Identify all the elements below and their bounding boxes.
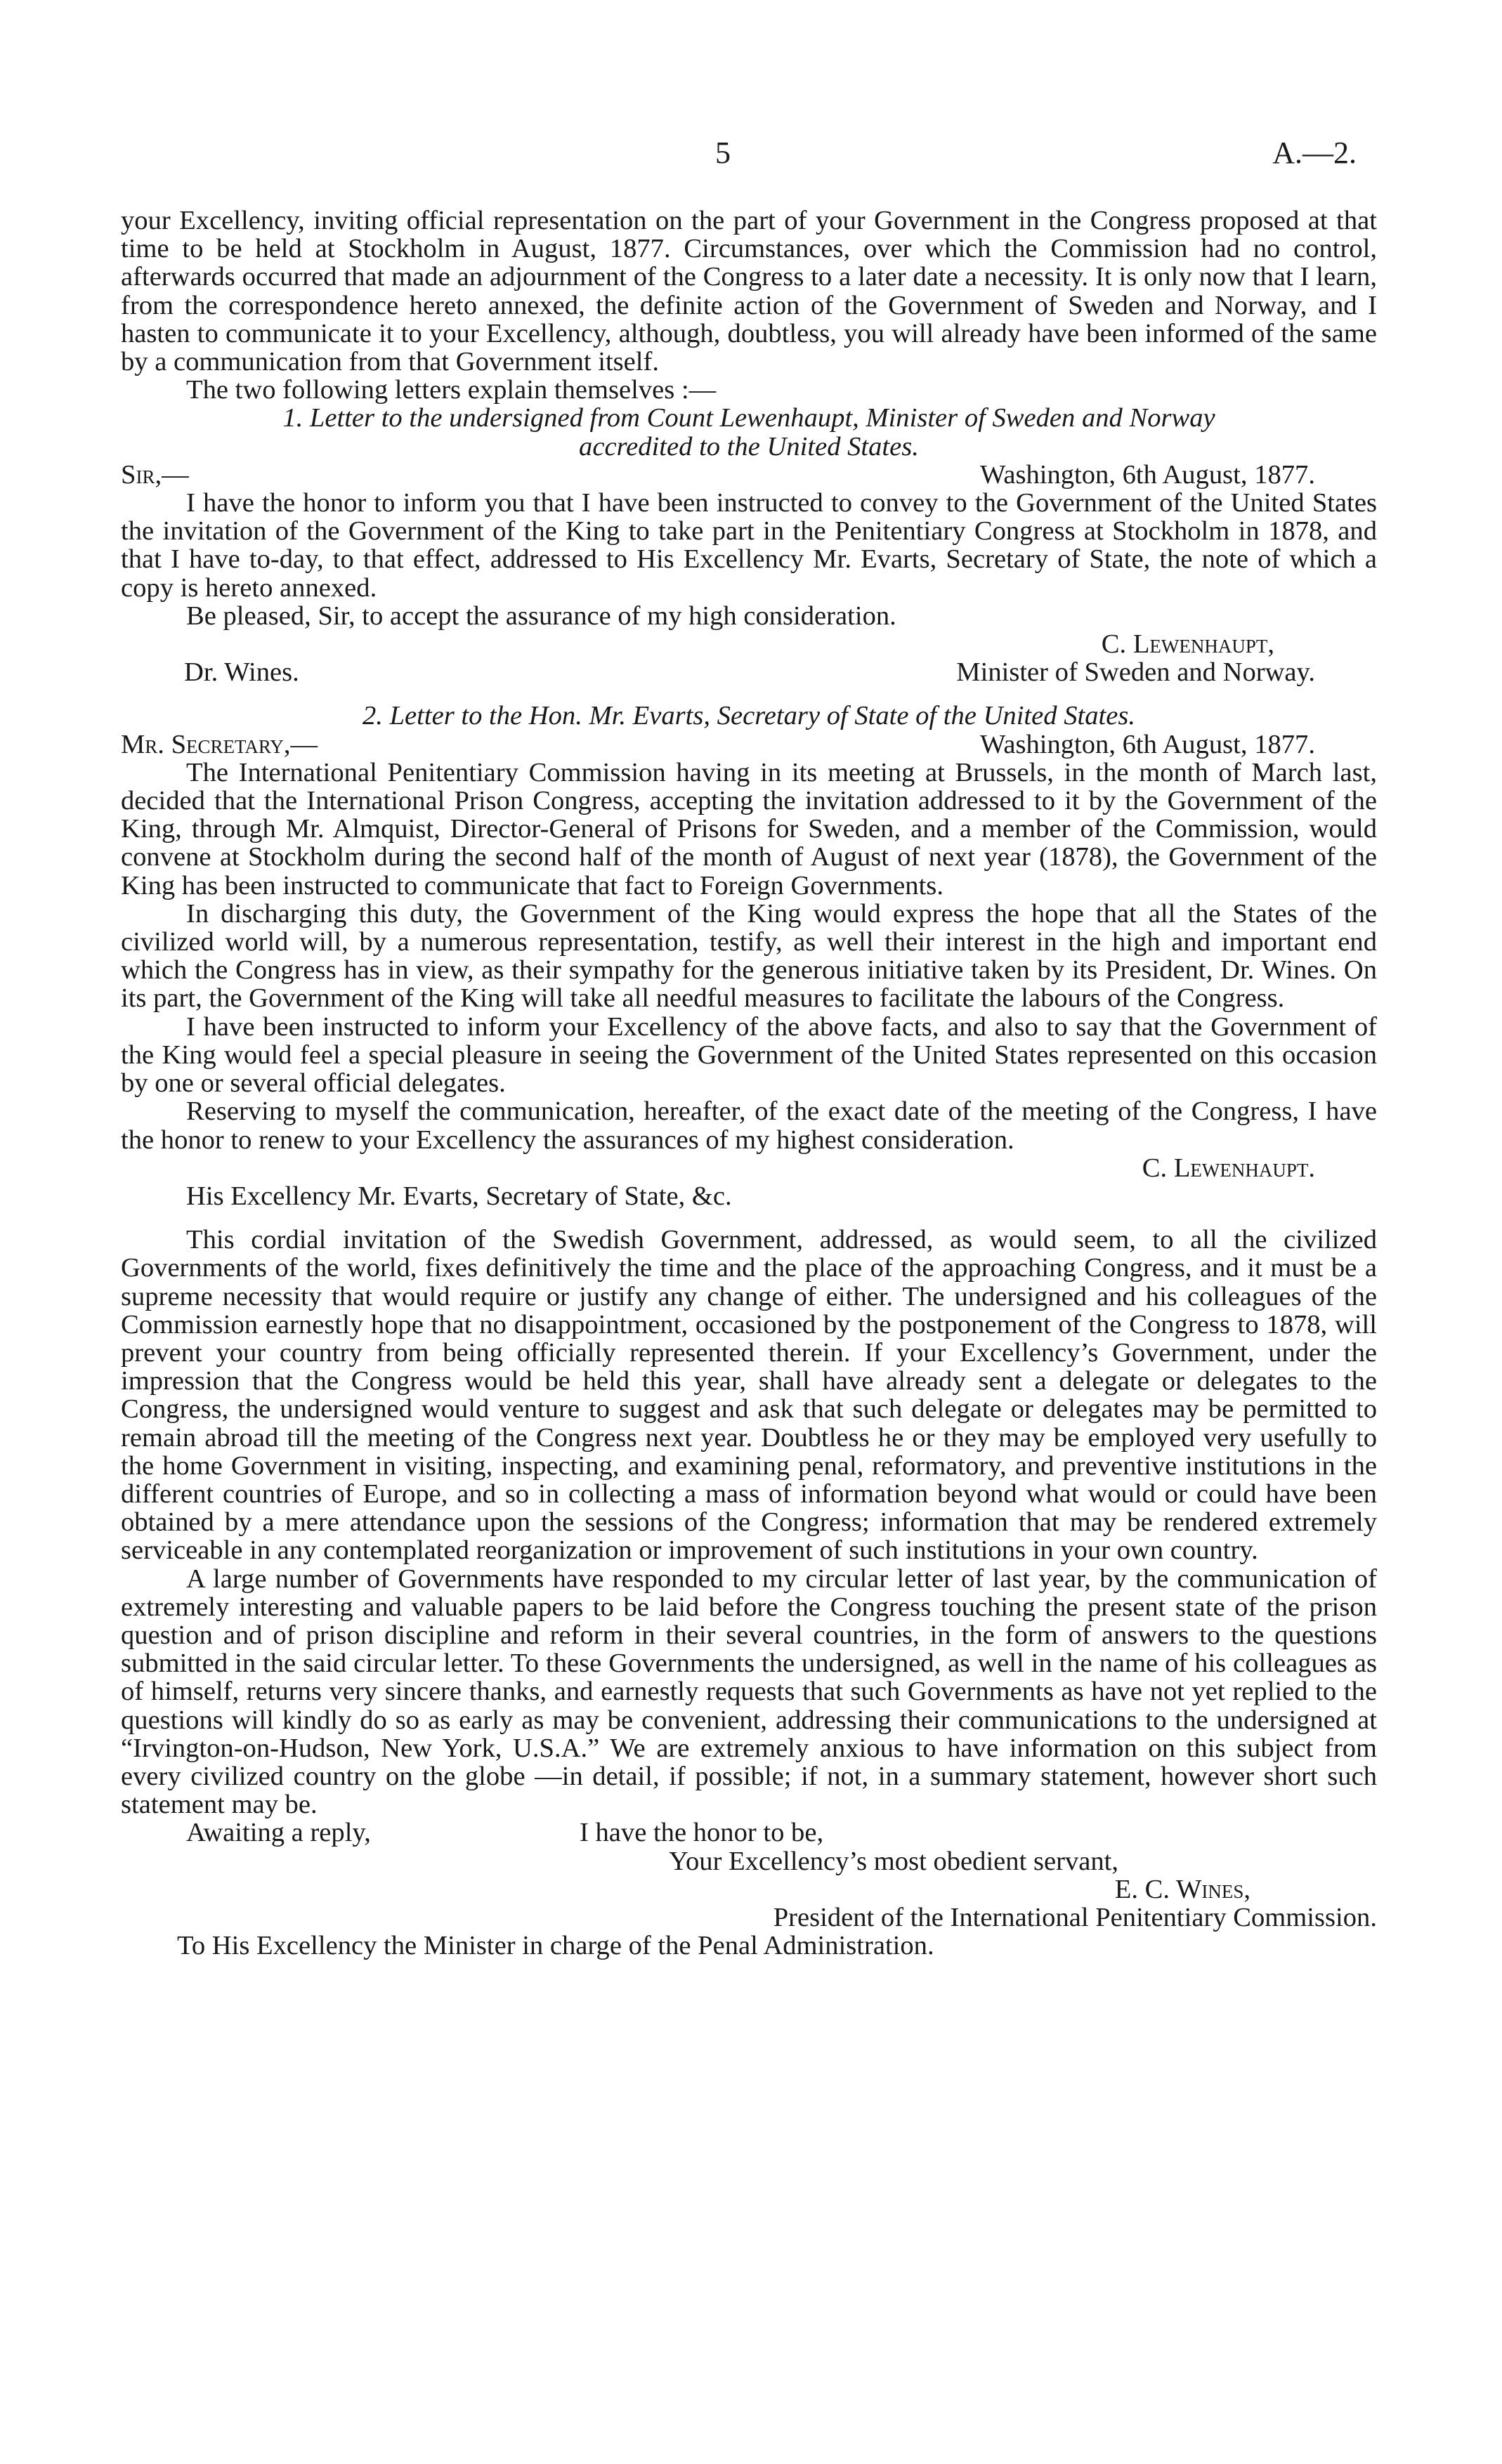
closing-line xyxy=(121,1818,1377,1847)
letter2-place-date: Washington, 6th August, 1877. xyxy=(980,729,1315,759)
letter1-signature: C. Lewenhaupt, xyxy=(1101,629,1274,660)
opening-paragraph: your Excellency, inviting official representation on the part of your Government in the Congress proposed at that time to be held at Stockholm in August, 1877. Circumstances, over which the Commission had no control, afterwards occurred that made an adjournment of the Congress to a later date a necessity. It is only now that I learn, from the correspondence hereto annexed, the definite action of the Government of Sweden and Norway, and I hasten to communicate it to your Excellency, although, doubtless, you will already have been informed of the same by a communication from that Government itself. xyxy=(121,206,1377,377)
spacer xyxy=(121,686,1377,702)
letter1-dateline xyxy=(121,461,1377,489)
page-number: 5 xyxy=(715,136,731,170)
letter2-salutation: Mr. Secretary,— xyxy=(121,729,318,759)
letter2-signature: C. Lewenhaupt. xyxy=(1142,1153,1315,1183)
body-paragraph: A large number of Governments have responded to my circular letter of last year, by the communication of extremely interesting and valuable papers to be laid before the Congress touching the present state of the prison question and of prison discipline and reform in their several countries, in the form of answers to the questions submitted in the said circular letter. To these Governments the undersigned, as well in the name of his colleagues as of himself, returns very sincere thanks, and earnestly requests that such Governments as have not yet replied to the questions will kindly do so as early as may be convenient, addressing their communications to the undersigned at “Irvington-on-Hudson, New York, U.S.A.” We are extremely anxious to have information on this subject from every civilized country on the globe —in detail, if possible; if not, in a summary statement, however short such statement may be. xyxy=(121,1564,1377,1820)
letter2-closing: Reserving to myself the communication, hereafter, of the exact date of the meeting of the Congress, I have the honor to renew to your Excellency the assurances of my highest consideration. xyxy=(121,1096,1377,1155)
letter2-paragraph: The International Penitentiary Commission having in its meeting at Brussels, in the month of March last, decided that the International Prison Congress, accepting the invitation addressed to it by the Government of the King, through Mr. Almquist, Director-General of Prisons for Sweden, and a member of the Commission, would convene at Stockholm during the second half of the month of August of next year (1878), the Government of the King has been instructed to communicate that fact to Foreign Governments. xyxy=(121,757,1377,900)
spacer xyxy=(121,1210,1377,1226)
letter1-addressee: Dr. Wines. xyxy=(184,657,299,688)
letter1-paragraph: I have the honor to inform you that I have been instructed to convey to the Government of the United States the invitation of the Government of the King to take part in the Penitentiary Congress at Stockholm in 1878, and that I have to-day, to that effect, addressed to His Excellency Mr. Evarts, Secretary of State, the note of which a copy is hereto annexed. xyxy=(121,488,1377,603)
closing-signature: E. C. Wines, xyxy=(1114,1874,1250,1904)
letter2-dateline xyxy=(121,730,1377,759)
letter2-paragraph: In discharging this duty, the Government of the King would express the hope that all the States of the civilized world will, by a numerous representation, testify, as well their interest in the high and important end which the Congress has in view, as their sympathy for the generous initiative taken by its President, Dr. Wines. On its part, the Government of the King will take all needful measures to facilitate the labours of the Congress. xyxy=(121,898,1377,1014)
document-body xyxy=(121,207,1377,1960)
letter1-salutation: Sir,— xyxy=(121,459,189,490)
letter2-paragraph: I have been instructed to inform your Excellency of the above facts, and also to say that the Government of the King would feel a special pleasure in seeing the Government of the United States represented on this occasion by one or several official delegates. xyxy=(121,1011,1377,1099)
letter1-heading-line1: 1. Letter to the undersigned from Count Lewenhaupt, Minister of Sweden and Norway xyxy=(282,403,1215,433)
letter1-heading-line2: accredited to the United States. xyxy=(579,431,919,461)
letter2-heading: 2. Letter to the Hon. Mr. Evarts, Secretary of State of the United States. xyxy=(362,701,1136,731)
letter1-footer xyxy=(121,658,1377,686)
letter1-place-date: Washington, 6th August, 1877. xyxy=(980,459,1315,490)
letter1-closing: Be pleased, Sir, to accept the assurance of my high consideration. xyxy=(186,601,896,631)
letter1-title: Minister of Sweden and Norway. xyxy=(956,657,1315,688)
body-paragraph: This cordial invitation of the Swedish Government, addressed, as would seem, to all the civilized Governments of the world, fixes definitively the time and the place of the approaching Congress, and it must be a supreme necessity that would require or justify any change of either. The undersigned and his colleagues of the Commission earnestly hope that no disappointment, occasioned by the postponement of the Congress to 1878, will prevent your country from being officially represented therein. If your Excellency’s Government, under the impression that the Congress would be held this year, shall have already sent a delegate or delegates to the Congress, the undersigned would venture to suggest and ask that such delegate or delegates may be permitted to remain abroad till the meeting of the Congress next year. Doubtless he or they may be employed very usefully to the home Government in visiting, inspecting, and examining penal, reformatory, and preventive institutions in the different countries of Europe, and so in collecting a mass of information beyond what would or could have been obtained by a mere attendance upon the sessions of the Congress; information that may be rendered extremely serviceable in any contemplated reorganization or improvement of such institutions in your own country. xyxy=(121,1225,1377,1566)
letter2-addressee: His Excellency Mr. Evarts, Secretary of State, &c. xyxy=(186,1181,732,1211)
closing-awaiting: Awaiting a reply, xyxy=(186,1818,371,1848)
closing-title: President of the International Penitentiary Commission. xyxy=(773,1902,1377,1932)
closing-addressee: To His Excellency the Minister in charge of the Penal Administration. xyxy=(177,1931,934,1961)
closing-servant: Your Excellency’s most obedient servant, xyxy=(669,1846,1119,1876)
closing-honor: I have the honor to be, xyxy=(580,1818,824,1848)
document-reference: A.—2. xyxy=(1272,136,1357,170)
intro-line: The two following letters explain themselves :— xyxy=(186,375,717,405)
